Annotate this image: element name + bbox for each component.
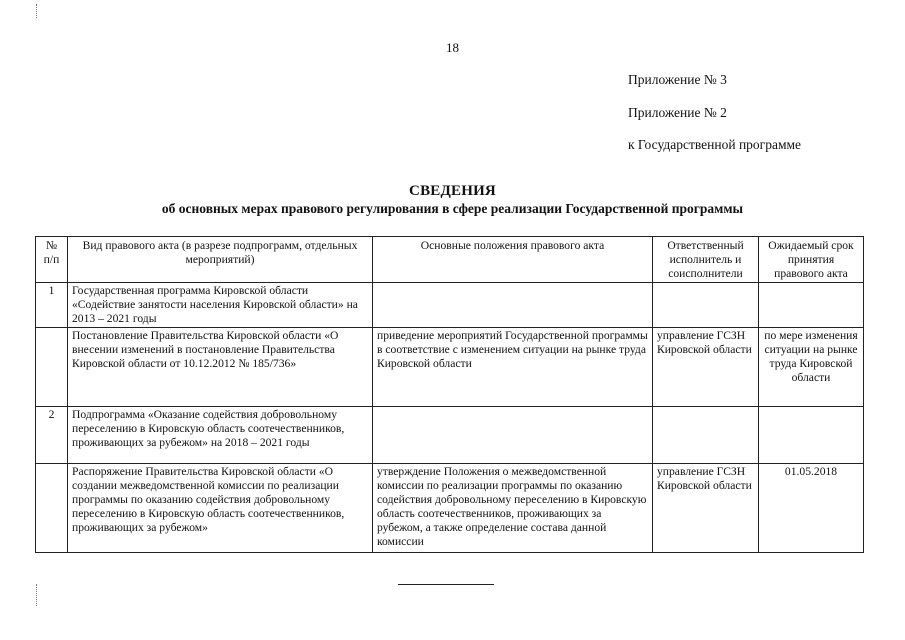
page-number: 18 [446, 40, 459, 55]
title-subtitle: об основных мерах правового регулирования в сфере реализации Государственной программы [161, 201, 744, 216]
scan-artifact-top [36, 4, 38, 18]
scan-artifact-bottom [36, 584, 38, 606]
annex-line-3: к Государственной программе [628, 137, 802, 152]
row-responsible [653, 283, 759, 328]
header-act-type: Вид правового акта (в разрезе подпрограмм, отдельных мероприятий) [68, 237, 373, 283]
annex-line-2: Приложение № 2 [628, 105, 727, 120]
row-provisions: приведение мероприятий Государственной программы в соответствие с изменением ситуации на рынке труда Кировской области [373, 328, 653, 407]
table-row [36, 283, 864, 328]
row-num: 1 [36, 283, 68, 328]
row-responsible [653, 407, 759, 464]
header-responsible: Ответственный исполнитель и соисполнители [653, 237, 759, 283]
table-row [36, 464, 864, 553]
row-deadline: по мере изменения ситуации на рынке труда Кировской области [759, 328, 864, 407]
row-responsible: управление ГСЗН Кировской области [653, 464, 759, 553]
header-provisions: Основные положения правового акта [373, 237, 653, 283]
header-num: № п/п [36, 237, 68, 283]
row-provisions [373, 407, 653, 464]
title-main: СВЕДЕНИЯ [409, 183, 496, 199]
row-deadline [759, 283, 864, 328]
row-deadline [759, 407, 864, 464]
table-row [36, 407, 864, 464]
row-num [36, 464, 68, 553]
table-header-row [36, 237, 864, 283]
row-responsible: управление ГСЗН Кировской области [653, 328, 759, 407]
footnote-separator [398, 584, 494, 585]
table-row [36, 328, 864, 407]
header-deadline: Ожидаемый срок принятия правового акта [759, 237, 864, 283]
row-deadline: 01.05.2018 [759, 464, 864, 553]
row-num: 2 [36, 407, 68, 464]
legal-acts-table [35, 236, 864, 553]
row-act-type: Постановление Правительства Кировской области «О внесении изменений в постановление Правительства Кировской области от 10.12.2012 № 185/736» [68, 328, 373, 407]
annex-line-1: Приложение № 3 [628, 72, 727, 87]
row-provisions [373, 283, 653, 328]
row-act-type: Распоряжение Правительства Кировской области «О создании межведомственной комиссии по реализации программы по оказанию содействия добровольному переселению в Кировскую область соотечественников, проживающих за рубежом» [68, 464, 373, 553]
row-act-type: Подпрограмма «Оказание содействия добровольному переселению в Кировскую область соотечественников, проживающих за рубежом» на 2018 – 2021 годы [68, 407, 373, 464]
document-title [0, 183, 905, 217]
row-num [36, 328, 68, 407]
row-act-type: Государственная программа Кировской области «Содействие занятости населения Кировской области» на 2013 – 2021 годы [68, 283, 373, 328]
row-provisions: утверждение Положения о межведомственной комиссии по реализации программы по оказанию содействия добровольному переселению в Кировскую область соотечественников, проживающих за рубежом, а также определение состава данной комиссии [373, 464, 653, 553]
